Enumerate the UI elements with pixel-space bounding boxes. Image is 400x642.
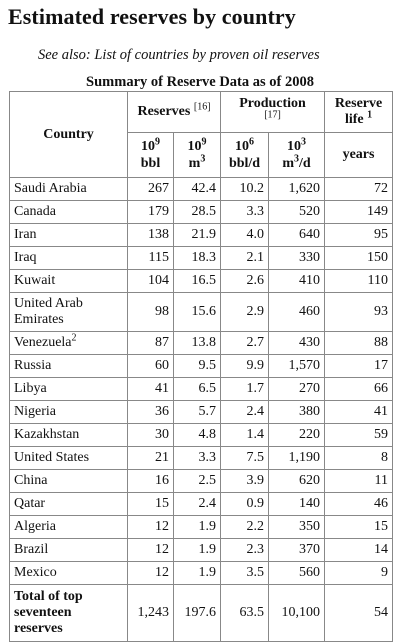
value-cell-prod-m3: 1,190 xyxy=(269,447,325,470)
value-cell-prod-m3: 370 xyxy=(269,539,325,562)
table-row xyxy=(10,224,393,247)
value-cell-life: 46 xyxy=(325,493,393,516)
value-cell-res-m3: 3.3 xyxy=(174,447,221,470)
value-cell-prod-m3: 410 xyxy=(269,270,325,293)
value-cell-life: 15 xyxy=(325,516,393,539)
table-row xyxy=(10,516,393,539)
table-row xyxy=(10,470,393,493)
country-cell: Saudi Arabia xyxy=(10,178,128,201)
header-country: Country xyxy=(10,92,128,178)
header-production: Production [17] xyxy=(221,92,325,133)
value-cell-life: 88 xyxy=(325,332,393,355)
table-row xyxy=(10,355,393,378)
value-cell-res-bbl: 267 xyxy=(128,178,174,201)
value-cell-prod-m3: 270 xyxy=(269,378,325,401)
value-cell-life: 93 xyxy=(325,293,393,332)
header-reserves: Reserves [16] xyxy=(128,92,221,133)
value-cell-res-bbl: 12 xyxy=(128,539,174,562)
value-cell-life: 149 xyxy=(325,201,393,224)
value-cell-life: 41 xyxy=(325,401,393,424)
country-cell: Kuwait xyxy=(10,270,128,293)
value-cell-res-bbl: 87 xyxy=(128,332,174,355)
value-cell-res-bbl: 98 xyxy=(128,293,174,332)
value-cell-res-m3: 5.7 xyxy=(174,401,221,424)
value-cell-prod-bbl: 2.2 xyxy=(221,516,269,539)
value-cell-res-bbl: 179 xyxy=(128,201,174,224)
subheader-reserves-m3: $10^9$ $m^3$ xyxy=(174,133,221,178)
country-cell: Iraq xyxy=(10,247,128,270)
country-cell: Venezuela$^2$ xyxy=(10,332,128,355)
value-cell-prod-bbl: 3.9 xyxy=(221,470,269,493)
table-row xyxy=(10,424,393,447)
value-cell-prod-m3: 460 xyxy=(269,293,325,332)
country-cell: Mexico xyxy=(10,562,128,585)
country-cell: Algeria xyxy=(10,516,128,539)
table-row xyxy=(10,401,393,424)
country-cell: Libya xyxy=(10,378,128,401)
value-cell-prod-bbl: 2.9 xyxy=(221,293,269,332)
value-cell-life: 11 xyxy=(325,470,393,493)
table-caption: Summary of Reserve Data as of 2008 xyxy=(86,74,314,90)
country-cell: China xyxy=(10,470,128,493)
value-cell-res-m3: 13.8 xyxy=(174,332,221,355)
value-cell-life: 110 xyxy=(325,270,393,293)
subheader-years: years xyxy=(325,133,393,178)
value-cell-prod-bbl: 2.6 xyxy=(221,270,269,293)
table-row xyxy=(10,378,393,401)
value-cell-prod-bbl: 4.0 xyxy=(221,224,269,247)
reserves-ref-link[interactable]: [16] xyxy=(193,101,211,113)
value-cell-prod-bbl: 1.4 xyxy=(221,424,269,447)
value-cell-res-m3: 2.5 xyxy=(174,470,221,493)
value-cell-res-bbl: 104 xyxy=(128,270,174,293)
value-cell-life: 150 xyxy=(325,247,393,270)
value-cell-prod-m3: 1,620 xyxy=(269,178,325,201)
value-cell-prod-m3: 330 xyxy=(269,247,325,270)
value-cell-prod-m3: 1,570 xyxy=(269,355,325,378)
value-cell-prod-bbl: 0.9 xyxy=(221,493,269,516)
value-cell-prod-m3: 560 xyxy=(269,562,325,585)
total-row xyxy=(10,585,393,642)
value-cell-prod-bbl: 3.5 xyxy=(221,562,269,585)
table-row xyxy=(10,447,393,470)
value-cell-res-m3: 9.5 xyxy=(174,355,221,378)
value-cell-prod-m3: 220 xyxy=(269,424,325,447)
reserves-table xyxy=(9,91,393,642)
table-row xyxy=(10,493,393,516)
value-cell-res-bbl: 30 xyxy=(128,424,174,447)
subheader-reserves-bbl: $10^9$ bbl xyxy=(128,133,174,178)
value-cell-res-m3: 16.5 xyxy=(174,270,221,293)
value-cell-res-m3: 21.9 xyxy=(174,224,221,247)
header-reserve-life: Reserve life $^1$ xyxy=(325,92,393,133)
subheader-production-bbl: $10^6$ bbl/d xyxy=(221,133,269,178)
value-cell-life: 14 xyxy=(325,539,393,562)
value-cell-prod-bbl: 2.7 xyxy=(221,332,269,355)
value-cell-prod-m3: 620 xyxy=(269,470,325,493)
table-row xyxy=(10,562,393,585)
value-cell-res-m3: 1.9 xyxy=(174,562,221,585)
value-cell-prod-bbl: 2.3 xyxy=(221,539,269,562)
total-cell-prod-m3: 10,100 xyxy=(269,585,325,642)
country-cell: Qatar xyxy=(10,493,128,516)
country-cell: United Arab Emirates xyxy=(10,293,128,332)
value-cell-res-bbl: 60 xyxy=(128,355,174,378)
value-cell-prod-m3: 380 xyxy=(269,401,325,424)
country-cell: Russia xyxy=(10,355,128,378)
total-cell-res-m3: 197.6 xyxy=(174,585,221,642)
table-row xyxy=(10,247,393,270)
value-cell-life: 66 xyxy=(325,378,393,401)
value-cell-life: 8 xyxy=(325,447,393,470)
value-cell-res-bbl: 138 xyxy=(128,224,174,247)
value-cell-res-bbl: 36 xyxy=(128,401,174,424)
value-cell-prod-bbl: 2.4 xyxy=(221,401,269,424)
value-cell-life: 59 xyxy=(325,424,393,447)
value-cell-life: 17 xyxy=(325,355,393,378)
value-cell-res-bbl: 21 xyxy=(128,447,174,470)
total-cell-life: 54 xyxy=(325,585,393,642)
value-cell-res-bbl: 12 xyxy=(128,562,174,585)
value-cell-res-m3: 28.5 xyxy=(174,201,221,224)
reserve-life-sup: 1 xyxy=(367,109,373,121)
country-cell: United States xyxy=(10,447,128,470)
value-cell-res-bbl: 16 xyxy=(128,470,174,493)
table-row xyxy=(10,332,393,355)
table-row xyxy=(10,270,393,293)
production-ref-link[interactable]: [17] xyxy=(264,109,281,121)
value-cell-res-m3: 2.4 xyxy=(174,493,221,516)
value-cell-prod-bbl: 2.1 xyxy=(221,247,269,270)
value-cell-prod-m3: 140 xyxy=(269,493,325,516)
value-cell-prod-bbl: 7.5 xyxy=(221,447,269,470)
value-cell-res-m3: 6.5 xyxy=(174,378,221,401)
value-cell-res-m3: 1.9 xyxy=(174,539,221,562)
total-cell-res-bbl: 1,243 xyxy=(128,585,174,642)
country-cell: Nigeria xyxy=(10,401,128,424)
page-title: Estimated reserves by country xyxy=(8,4,296,29)
value-cell-prod-m3: 520 xyxy=(269,201,325,224)
table-row xyxy=(10,539,393,562)
country-cell: Kazakhstan xyxy=(10,424,128,447)
value-cell-prod-bbl: 1.7 xyxy=(221,378,269,401)
country-cell: Iran xyxy=(10,224,128,247)
value-cell-life: 72 xyxy=(325,178,393,201)
total-cell-prod-bbl: 63.5 xyxy=(221,585,269,642)
footnote-sup: 2 xyxy=(71,332,77,344)
value-cell-res-bbl: 115 xyxy=(128,247,174,270)
value-cell-res-m3: 15.6 xyxy=(174,293,221,332)
value-cell-prod-bbl: 3.3 xyxy=(221,201,269,224)
see-also-note[interactable]: See also: List of countries by proven oil reserves xyxy=(38,47,320,63)
table-row xyxy=(10,293,393,332)
value-cell-res-bbl: 12 xyxy=(128,516,174,539)
value-cell-res-bbl: 15 xyxy=(128,493,174,516)
subheader-production-m3: $10^3$ $m^3/d$ xyxy=(269,133,325,178)
country-cell: Canada xyxy=(10,201,128,224)
value-cell-prod-bbl: 9.9 xyxy=(221,355,269,378)
country-cell: Brazil xyxy=(10,539,128,562)
value-cell-prod-m3: 430 xyxy=(269,332,325,355)
value-cell-res-m3: 1.9 xyxy=(174,516,221,539)
value-cell-prod-bbl: 10.2 xyxy=(221,178,269,201)
value-cell-res-m3: 4.8 xyxy=(174,424,221,447)
table-row xyxy=(10,201,393,224)
table-row xyxy=(10,178,393,201)
value-cell-res-bbl: 41 xyxy=(128,378,174,401)
value-cell-res-m3: 18.3 xyxy=(174,247,221,270)
value-cell-life: 9 xyxy=(325,562,393,585)
total-label: Total of top seventeen reserves xyxy=(10,585,128,642)
value-cell-prod-m3: 640 xyxy=(269,224,325,247)
value-cell-prod-m3: 350 xyxy=(269,516,325,539)
value-cell-life: 95 xyxy=(325,224,393,247)
value-cell-res-m3: 42.4 xyxy=(174,178,221,201)
